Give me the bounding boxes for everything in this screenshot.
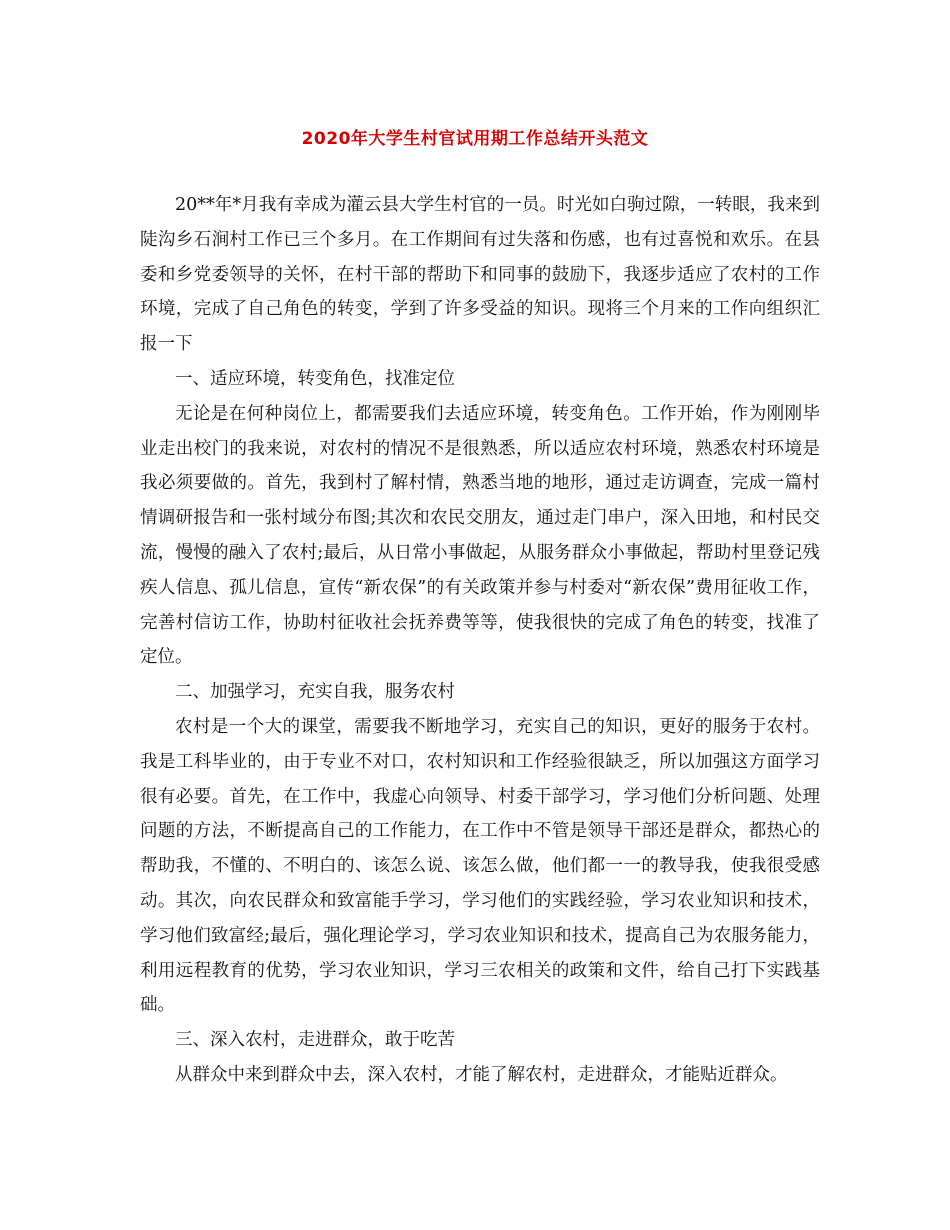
paragraph-intro: 20**年*月我有幸成为灌云县大学生村官的一员。时光如白驹过隙，一转眼，我来到陡沟乡石涧村工作已三个多月。在工作期间有过失落和伤感，也有过喜悦和欢乐。在县委和乡党委领导的关怀，在村干部的帮助下和同事的鼓励下，我逐步适应了农村的工作环境，完成了自己角色的转变，学到了许多受益的知识。现将三个月来的工作向组织汇报一下 (140, 195, 820, 355)
paragraph-section-3: 从群众中来到群众中去，深入农村，才能了解农村，走进群众，才能贴近群众。 (175, 1064, 788, 1085)
section-heading-1: 一、适应环境，转变角色，找准定位 (175, 368, 455, 389)
document-body (140, 188, 820, 1093)
section-heading-2: 二、加强学习，充实自我，服务农村 (175, 682, 455, 703)
paragraph-section-1: 无论是在何种岗位上，都需要我们去适应环境，转变角色。工作开始，作为刚刚毕业走出校门的我来说，对农村的情况不是很熟悉，所以适应农村环境，熟悉农村环境是我必须要做的。首先，我到村了解村情，熟悉当地的地形，通过走访调查，完成一篇村情调研报告和一张村域分布图;其次和农民交朋友，通过走门串户，深入田地，和村民交流，慢慢的融入了农村;最后，从日常小事做起，从服务群众小事做起，帮助村里登记残疾人信息、孤儿信息，宣传“新农保”的有关政策并参与村委对“新农保”费用征收工作，完善村信访工作，协助村征收社会抚养费等等，使我很快的完成了角色的转变，找准了定位。 (140, 403, 820, 668)
paragraph-section-2: 农村是一个大的课堂，需要我不断地学习，充实自己的知识，更好的服务于农村。我是工科毕业的，由于专业不对口，农村知识和工作经验很缺乏，所以加强这方面学习很有必要。首先，在工作中，我虚心向领导、村委干部学习，学习他们分析问题、处理问题的方法，不断提高自己的工作能力，在工作中不管是领导干部还是群众，都热心的帮助我，不懂的、不明白的、该怎么说、该怎么做，他们都一一的教导我，使我很受感动。其次，向农民群众和致富能手学习，学习他们的实践经验，学习农业知识和技术，学习他们致富经;最后，强化理论学习，学习农业知识和技术，提高自己为农服务能力，利用远程教育的优势，学习农业知识，学习三农相关的政策和文件，给自己打下实践基础。 (140, 716, 820, 1016)
document-title: 2020年大学生村官试用期工作总结开头范文 (301, 129, 649, 149)
section-heading-3: 三、深入农村，走进群众，敢于吃苦 (175, 1030, 455, 1051)
